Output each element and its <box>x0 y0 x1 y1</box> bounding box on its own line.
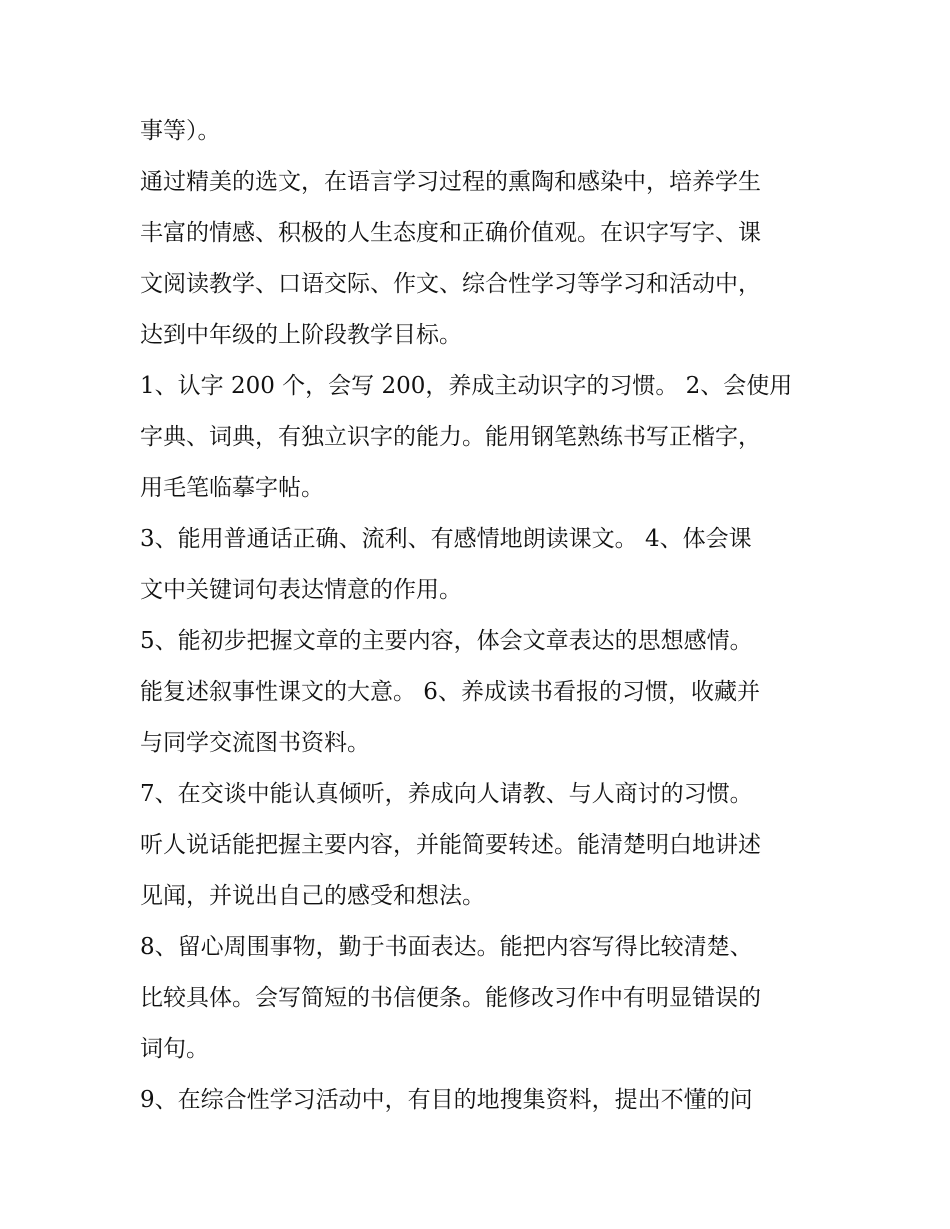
text-line: 通过精美的选文，在语言学习过程的熏陶和感染中，培养学生 <box>140 169 761 195</box>
text-line: 文中关键词句表达情意的作用。 <box>140 577 462 603</box>
text-line: 能复述叙事性课文的大意。 6、养成读书看报的习惯，收藏并 <box>140 679 760 705</box>
text-line: 文阅读教学、口语交际、作文、综合性学习等学习和活动中， <box>140 271 761 297</box>
text-line: 丰富的情感、积极的人生态度和正确价值观。在识字写字、课 <box>140 220 761 246</box>
text-line: 字典、词典，有独立识字的能力。能用钢笔熟练书写正楷字， <box>140 424 761 450</box>
text-line: 与同学交流图书资料。 <box>140 730 370 756</box>
text-line: 用毛笔临摹字帖。 <box>140 475 324 501</box>
text-line: 7、在交谈中能认真倾听，养成向人请教、与人商讨的习惯。 <box>140 781 753 807</box>
body-text <box>140 106 830 1126</box>
text-line: 词句。 <box>140 1036 209 1062</box>
text-line: 达到中年级的上阶段教学目标。 <box>140 322 462 348</box>
text-line: 1、认字 200 个，会写 200，养成主动识字的习惯。 2、会使用 <box>140 373 793 399</box>
text-line: 8、留心周围事物，勤于书面表达。能把内容写得比较清楚、 <box>140 934 753 960</box>
text-line: 9、在综合性学习活动中，有目的地搜集资料，提出不懂的问 <box>140 1087 753 1113</box>
text-line: 5、能初步把握文章的主要内容，体会文章表达的思想感情。 <box>140 628 753 654</box>
text-line: 听人说话能把握主要内容，并能简要转述。能清楚明白地讲述 <box>140 832 761 858</box>
text-line: 见闻，并说出自己的感受和想法。 <box>140 883 485 909</box>
text-line: 比较具体。会写简短的书信便条。能修改习作中有明显错误的 <box>140 985 761 1011</box>
text-line: 3、能用普通话正确、流利、有感情地朗读课文。 4、体会课 <box>140 526 752 552</box>
text-line: 事等）。 <box>140 118 221 144</box>
